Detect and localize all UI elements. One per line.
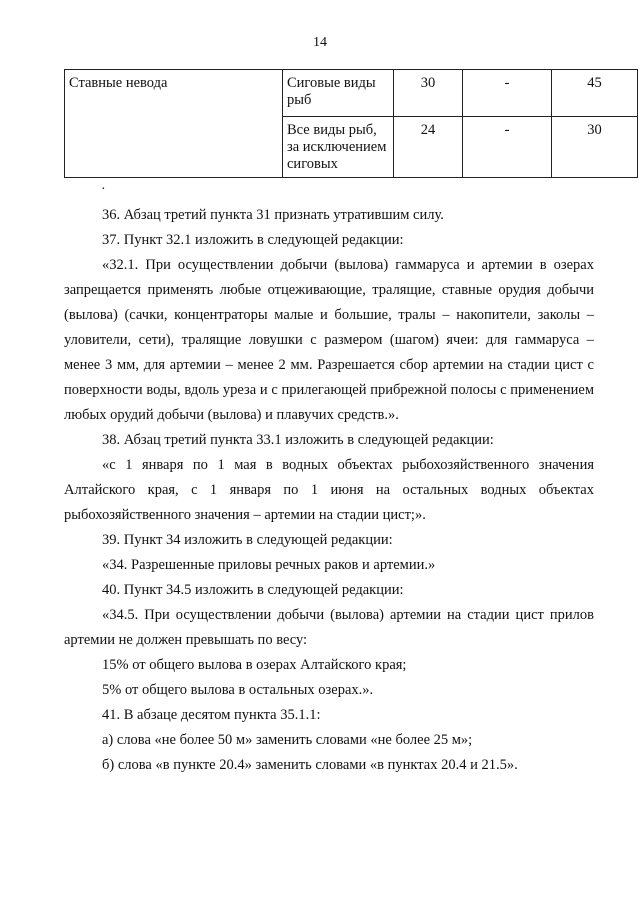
paragraph: 15% от общего вылова в озерах Алтайского края;	[102, 657, 407, 673]
document-body	[64, 203, 594, 778]
value-cell: 24	[394, 117, 463, 178]
species-cell: Все виды рыб, за исключением сиговых	[283, 117, 394, 178]
paragraph: 5% от общего вылова в остальных озерах.».	[102, 682, 374, 698]
paragraph: «34.5. При осуществлении добычи (вылова) артемии на стадии цист прилов артемии не должен превышать по весу:	[64, 607, 594, 648]
value-cell: -	[463, 117, 552, 178]
paragraph: а) слова «не более 50 м» заменить словами «не более 25 м»;	[102, 732, 473, 748]
value-cell: 45	[552, 70, 638, 117]
quota-table	[64, 69, 638, 178]
paragraph: 36. Абзац третий пункта 31 признать утратившим силу.	[102, 207, 444, 223]
page-number: 14	[313, 35, 327, 50]
paragraph: 41. В абзаце десятом пункта 35.1.1:	[102, 707, 321, 723]
value-cell: 30	[552, 117, 638, 178]
paragraph: «32.1. При осуществлении добычи (вылова) гаммаруса и артемии в озерах запрещается применять любые отцеживающие, тралящие, ставные орудия добычи (вылова) (сачки, концентраторы малые и большие, тралы – накопители, заколы – уловители, сети), тралящие ловушки с размером (шагом) ячеи: для гаммаруса – менее 3 мм, для артемии – менее 2 мм. Разрешается сбор артемии на стадии цист с поверхности воды, вдоль уреза и с прилегающей прибрежной полосы с применением любых орудий добычи (вылова) и плавучих средств.».	[64, 257, 594, 423]
paragraph: 37. Пункт 32.1 изложить в следующей редакции:	[102, 232, 404, 248]
paragraph: 38. Абзац третий пункта 33.1 изложить в следующей редакции:	[102, 432, 494, 448]
value-cell: 30	[394, 70, 463, 117]
paragraph: 40. Пункт 34.5 изложить в следующей редакции:	[102, 582, 404, 598]
value-cell: -	[463, 70, 552, 117]
paragraph: 39. Пункт 34 изложить в следующей редакции:	[102, 532, 393, 548]
table-row	[65, 70, 638, 117]
paragraph: «34. Разрешенные приловы речных раков и артемии.»	[102, 557, 436, 573]
paragraph: б) слова «в пункте 20.4» заменить словами «в пунктах 20.4 и 21.5».	[102, 757, 518, 773]
species-cell: Сиговые виды рыб	[283, 70, 394, 117]
paragraph: «с 1 января по 1 мая в водных объектах рыбохозяйственного значения Алтайского края, с 1 января по 1 июня на остальных водных объектах рыбохозяйственного значения – артемии на стадии цист;».	[64, 457, 594, 523]
stray-dot: ·	[101, 182, 106, 197]
gear-cell: Ставные невода	[65, 70, 283, 178]
